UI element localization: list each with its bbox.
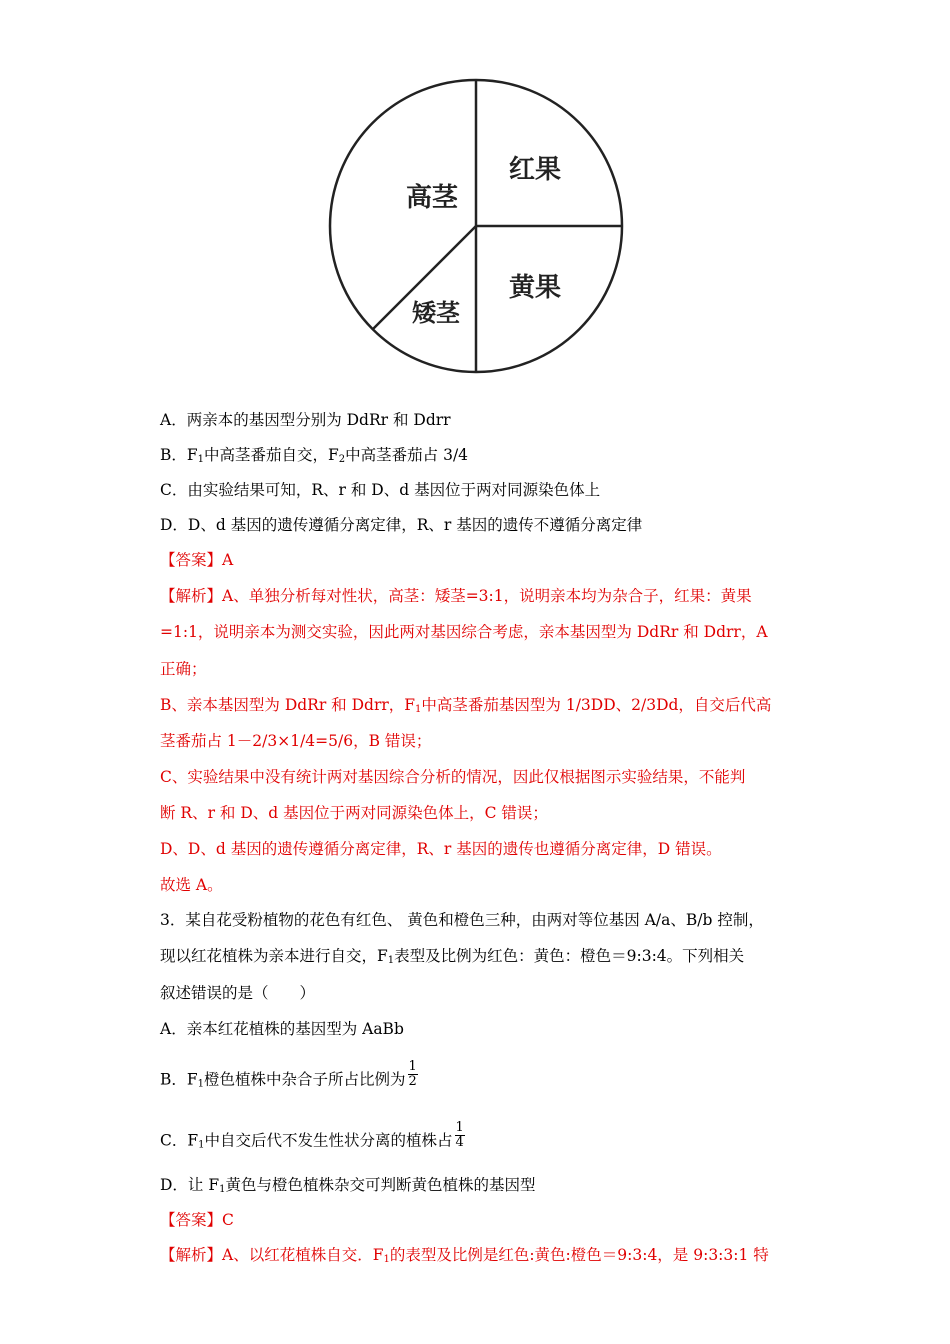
- q2-explanation-line: D、D、d 基因的遗传遵循分离定律，R、r 基因的遗传也遵循分离定律，D 错误。: [160, 840, 722, 858]
- fraction-one-quarter: $\frac{1}{4}$: [455, 1120, 464, 1150]
- q2-explanation-line: 故选 A。: [160, 876, 223, 894]
- q3-explanation-line: 【解析】A、以红花植株自交．$F_1$的表型及比例是红色:黄色:橙色＝9:3:4，是 9:3:3:1 特: [160, 1246, 769, 1265]
- pie-chart-figure: [328, 78, 624, 374]
- q2-option-c: C．由实验结果可知，R、r 和 D、d 基因位于两对同源染色体上: [160, 481, 601, 499]
- q3-stem-line: 3．某自花受粉植物的花色有红色、 黄色和橙色三种，由两对等位基因 A/a、B/b 控制，: [160, 911, 764, 929]
- q2-explanation-line: =1:1，说明亲本为测交实验，因此两对基因综合考虑，亲本基因型为 DdRr 和 Ddrr，A: [160, 623, 768, 641]
- label-red-fruit: 红果: [509, 155, 562, 185]
- label-short-stem: 矮茎: [412, 299, 460, 327]
- q3-stem-line: 叙述错误的是（ ）: [160, 984, 316, 1002]
- label-yellow-fruit: 黄果: [509, 273, 562, 303]
- q3-option-c: C．$F_1$中自交后代不发生性状分离的植株占 $\frac{1}{4}$: [160, 1120, 464, 1151]
- q3-stem-line: 现以红花植株为亲本进行自交，$F_1$表型及比例为红色：黄色：橙色＝9:3:4。下列相关: [160, 947, 745, 966]
- label-tall-stem: 高茎: [406, 183, 459, 213]
- fraction-one-half: $\frac{1}{2}$: [408, 1059, 417, 1089]
- q2-option-a: A．两亲本的基因型分别为 DdRr 和 Ddrr: [160, 411, 451, 429]
- q2-explanation-line: C、实验结果中没有统计两对基因综合分析的情况，因此仅根据图示实验结果，不能判: [160, 768, 746, 786]
- q2-explanation-line: 正确；: [160, 660, 207, 678]
- q2-option-d: D．D、d 基因的遗传遵循分离定律，R、r 基因的遗传不遵循分离定律: [160, 516, 643, 534]
- q3-option-d: D．让 $F_1$黄色与橙色植株杂交可判断黄色植株的基因型: [160, 1176, 536, 1195]
- q2-explanation-line: 断 R、r 和 D、d 基因位于两对同源染色体上，C 错误；: [160, 804, 548, 822]
- q2-answer: 【答案】A: [160, 551, 234, 569]
- q3-answer: 【答案】C: [160, 1211, 234, 1229]
- q2-explanation-line: B、亲本基因型为 DdRr 和 Ddrr，$F_1$中高茎番茄基因型为 1/3DD、2/3Dd，自交后代高: [160, 696, 772, 715]
- q3-option-b: B．$F_1$橙色植株中杂合子所占比例为 $\frac{1}{2}$: [160, 1059, 417, 1090]
- q2-option-b: B．$F_1$中高茎番茄自交，$F_2$中高茎番茄占 3/4: [160, 446, 469, 465]
- q2-explanation-line: 【解析】A、单独分析每对性状，高茎：矮茎=3:1，说明亲本均为杂合子，红果：黄果: [160, 587, 752, 605]
- q2-explanation-line: 茎番茄占 1－2/3×1/4=5/6，B 错误；: [160, 732, 432, 750]
- q3-option-a: A．亲本红花植株的基因型为 AaBb: [160, 1020, 404, 1038]
